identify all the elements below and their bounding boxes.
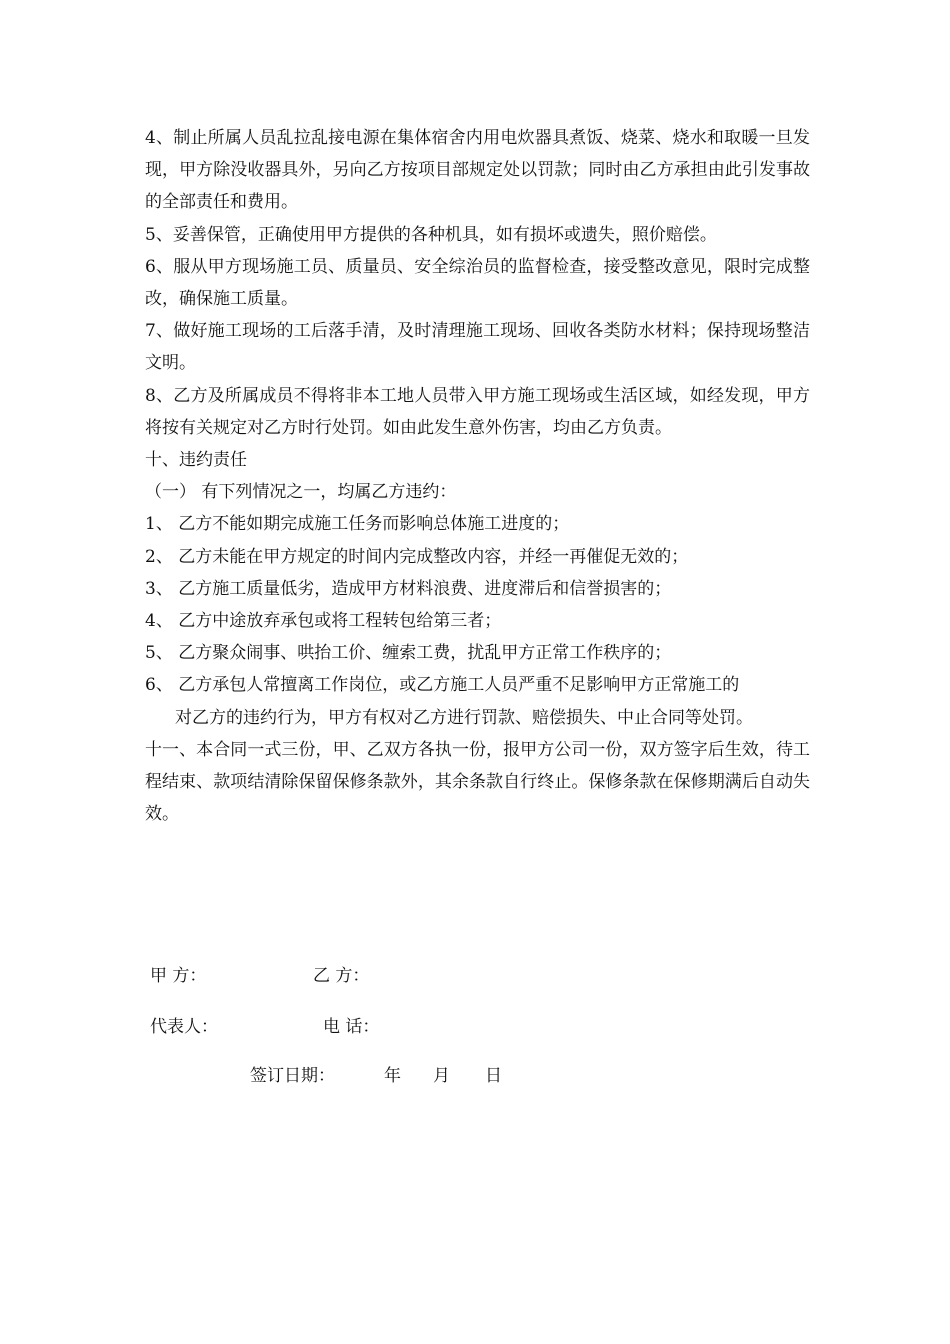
- party-a-label: 甲 方：: [150, 966, 207, 986]
- clause-6-inspection: 6、服从甲方现场施工员、质量员、安全综治员的监督检查，接受整改意见，限时完成整改，确保施工质量。: [145, 256, 810, 310]
- section-11-copies: 十一、本合同一式三份，甲、乙双方各执一份，报甲方公司一份，双方签字后生效，待工程结束、款项结清除保留保修条款外，其余条款自行终止。保修条款在保修期满后自动失效。: [145, 739, 810, 825]
- sign-date-day: 日: [485, 1066, 502, 1086]
- breach-item-4: 4、 乙方中途放弃承包或将工程转包给第三者；: [145, 611, 502, 632]
- section-10-heading: 十、违约责任: [145, 450, 247, 471]
- sign-date-year: 年: [384, 1066, 401, 1086]
- breach-item-3: 3、 乙方施工质量低劣，造成甲方材料浪费、进度滞后和信誉损害的；: [145, 578, 672, 599]
- clause-8-visitors: 8、乙方及所属成员不得将非本工地人员带入甲方施工现场或生活区域，如经发现，甲方将按有关规定对乙方时行处罚。如由此发生意外伤害，均由乙方负责。: [145, 385, 810, 438]
- breach-item-5: 5、 乙方聚众闹事、哄抬工价、缠索工费，扰乱甲方正常工作秩序的；: [145, 643, 672, 664]
- party-b-label: 乙 方：: [313, 966, 370, 986]
- clause-4-electric: 4、制止所属人员乱拉乱接电源在集体宿舍内用电炊器具煮饭、烧菜、烧水和取暖一旦发现，甲方除没收器具外，另向乙方按项目部规定处以罚款；同时由乙方承担由此引发事故的全部责任和费用。: [145, 128, 810, 213]
- sign-date-label: 签订日期：: [250, 1066, 335, 1086]
- clause-7-cleanup: 7、做好施工现场的工后落手清，及时清理施工现场、回收各类防水材料；保持现场整洁文明。: [145, 321, 810, 374]
- breach-item-2: 2、 乙方未能在甲方规定的时间内完成整改内容，并经一再催促无效的；: [145, 546, 689, 567]
- representative-label: 代表人：: [150, 1017, 218, 1037]
- breach-item-1: 1、 乙方不能如期完成施工任务而影响总体施工进度的；: [145, 514, 570, 535]
- breach-item-6: 6、 乙方承包人常擅离工作岗位，或乙方施工人员严重不足影响甲方正常施工的: [145, 675, 740, 696]
- contract-body: [145, 122, 810, 830]
- sign-date-month: 月: [433, 1066, 450, 1086]
- clause-5-equipment: 5、妥善保管，正确使用甲方提供的各种机具，如有损坏或遗失，照价赔偿。: [145, 224, 717, 245]
- phone-label: 电 话：: [323, 1017, 380, 1037]
- breach-penalty: 对乙方的违约行为，甲方有权对乙方进行罚款、赔偿损失、中止合同等处罚。: [175, 707, 753, 728]
- subsection-1-heading: （一） 有下列情况之一，均属乙方违约：: [145, 482, 457, 503]
